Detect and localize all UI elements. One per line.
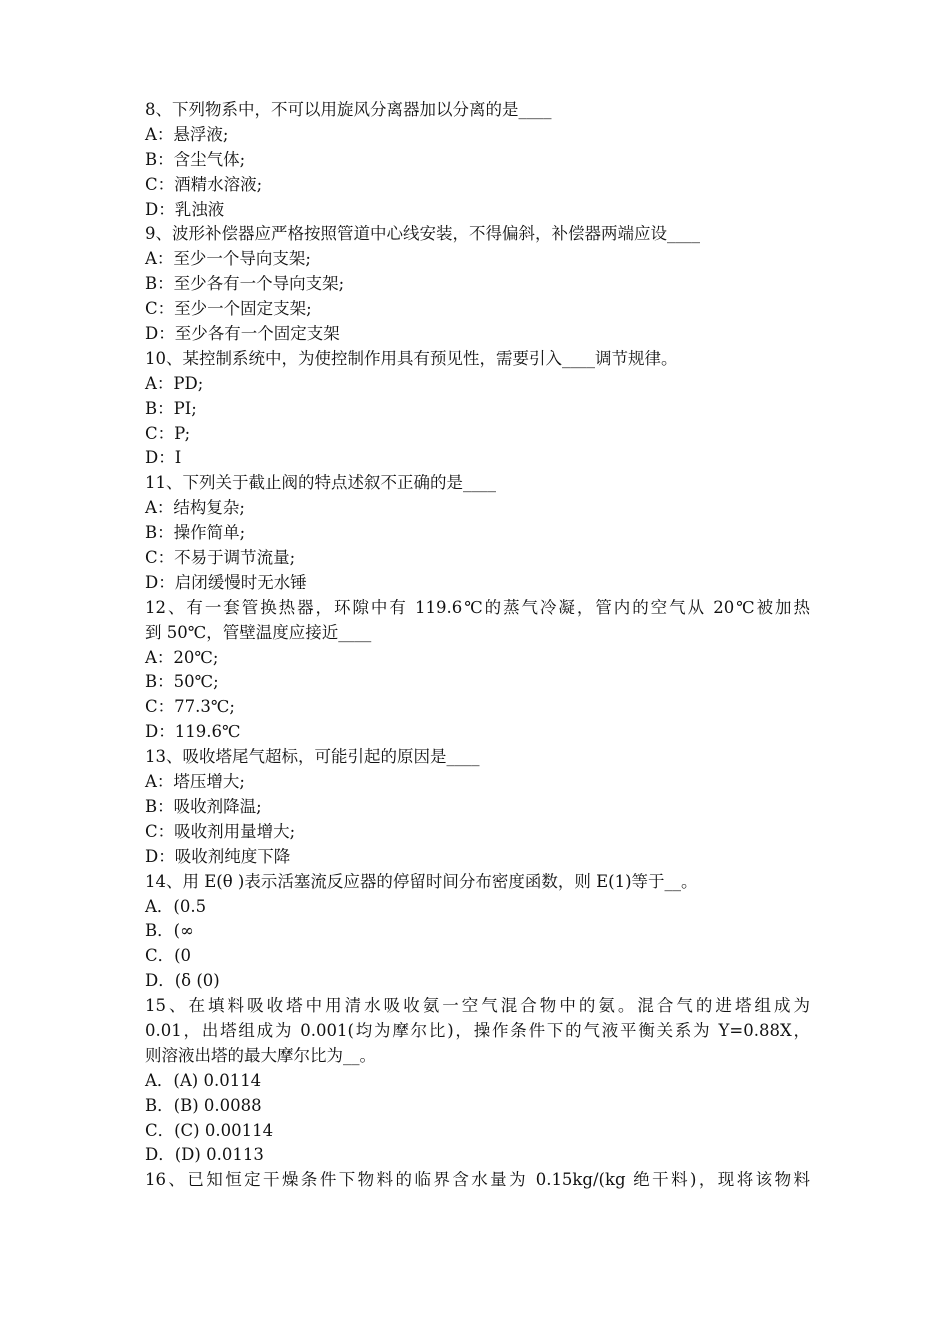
q14-option-c: C．(0 xyxy=(145,946,192,966)
q11-question: 11、下列关于截止阀的特点述叙不正确的是____ xyxy=(145,473,496,493)
q15-question-line-3: 则溶液出塔的最大摩尔比为__。 xyxy=(145,1045,376,1065)
q15-question-line-1: 15、在填料吸收塔中用清水吸收氨一空气混合物中的氨。混合气的进塔组成为 xyxy=(145,996,810,1016)
q10-option-c: C：P; xyxy=(145,423,191,443)
q11-option-b: B：操作简单; xyxy=(145,523,246,543)
q14-option-a: A．(0.5 xyxy=(145,896,207,916)
q13-question: 13、吸收塔尾气超标，可能引起的原因是____ xyxy=(145,747,480,767)
q13-option-a: A：塔压增大; xyxy=(145,772,245,792)
q12-option-d: D：119.6℃ xyxy=(145,722,241,742)
q9-option-c: C：至少一个固定支架; xyxy=(145,299,312,319)
q10-option-d: D：I xyxy=(145,448,182,468)
q12-option-b: B：50℃; xyxy=(145,672,219,692)
q11-option-a: A：结构复杂; xyxy=(145,498,245,518)
q8-option-a: A：悬浮液; xyxy=(145,124,229,144)
q12-question-line-2: 到 50℃，管壁温度应接近____ xyxy=(145,622,372,642)
q16-question-line-1: 16、已知恒定干燥条件下物料的临界含水量为 0.15kg/(kg 绝干料)，现将该物料 xyxy=(145,1170,810,1190)
q11-option-d: D：启闭缓慢时无水锤 xyxy=(145,572,307,592)
q14-option-d: D．(δ (0) xyxy=(145,971,220,991)
q13-option-b: B：吸收剂降温; xyxy=(145,796,262,816)
q15-question-line-2: 0.01，出塔组成为 0.001(均为摩尔比)，操作条件下的气液平衡关系为 Y=0.88X， xyxy=(145,1020,810,1040)
q8-option-d: D：乳浊液 xyxy=(145,199,225,219)
q9-option-a: A：至少一个导向支架; xyxy=(145,249,311,269)
q9-option-b: B：至少各有一个导向支架; xyxy=(145,274,345,294)
q9-question: 9、波形补偿器应严格按照管道中心线安装，不得偏斜，补偿器两端应设____ xyxy=(145,224,700,244)
q14-question: 14、用 E(θ )表示活塞流反应器的停留时间分布密度函数，则 E(1)等于__。 xyxy=(145,871,698,891)
q11-option-c: C：不易于调节流量; xyxy=(145,548,296,568)
q15-option-c: C．(C) 0.00114 xyxy=(145,1120,274,1140)
q12-option-c: C：77.3℃; xyxy=(145,697,235,717)
document-page xyxy=(145,98,810,1193)
q8-option-c: C：酒精水溶液; xyxy=(145,174,263,194)
q10-question: 10、某控制系统中，为使控制作用具有预见性，需要引入____调节规律。 xyxy=(145,348,678,368)
q10-option-b: B：PI; xyxy=(145,398,197,418)
q8-question: 8、下列物系中，不可以用旋风分离器加以分离的是____ xyxy=(145,100,552,119)
q10-option-a: A：PD; xyxy=(145,373,204,393)
q9-option-d: D：至少各有一个固定支架 xyxy=(145,324,340,344)
q15-option-a: A．(A) 0.0114 xyxy=(145,1070,262,1090)
q13-option-d: D：吸收剂纯度下降 xyxy=(145,846,291,866)
q12-question-line-1: 12、有一套管换热器，环隙中有 119.6℃的蒸气冷凝，管内的空气从 20℃被加热 xyxy=(145,597,810,617)
q15-option-b: B．(B) 0.0088 xyxy=(145,1095,262,1115)
q12-option-a: A：20℃; xyxy=(145,647,219,667)
q8-option-b: B：含尘气体; xyxy=(145,149,246,169)
q14-option-b: B．(∞ xyxy=(145,921,194,941)
q13-option-c: C：吸收剂用量增大; xyxy=(145,821,296,841)
q15-option-d: D．(D) 0.0113 xyxy=(145,1145,264,1165)
